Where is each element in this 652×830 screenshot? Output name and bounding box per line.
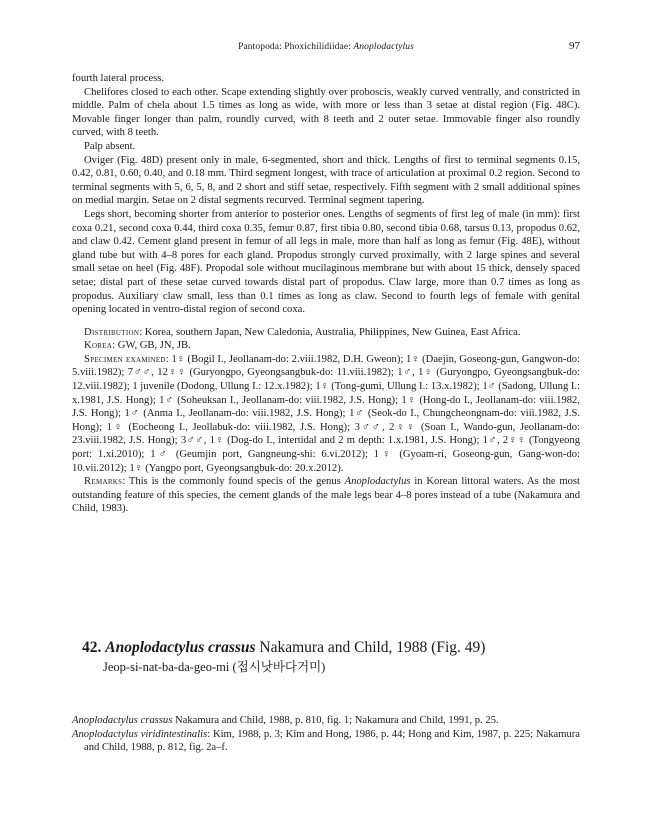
korean-common-name: Jeop-si-nat-ba-da-geo-mi (접시낫바다거미) [103,660,326,674]
section-gap [72,317,580,326]
distribution-paragraph [72,326,580,340]
running-head-prefix: Pantopoda: Phoxichilidiidae: [238,42,354,52]
remarks-text-a: : This is the commonly found specis of the genus [122,476,345,488]
running-head [72,42,580,52]
korea-paragraph [72,339,580,353]
synonymy-taxon: Anoplodactylus viridintestinalis [72,728,208,740]
page-number: 97 [569,40,580,52]
running-head-genus: Anoplodactylus [353,42,414,52]
synonymy-list [72,714,580,755]
description-paragraph: Oviger (Fig. 48D) present only in male, 6-segmented, short and thick. Lengths of first to terminal segments 0.15, 0.42, 0.81, 0.60, 0.40, and 0.18 mm. Third segment longest, with trace of articulation at proximal 0.2 region. Second to terminal segments with 5, 6, 5, 8, and 2 short and stiff setae, respectively. Fifth segment with 2 small additional spines on medial margin. Setae on 2 distal segments recurved. Terminal segment tapering. [72,154,580,207]
specimen-text: : 1♀ (Bogil I., Jeollanam-do: 2.viii.1982, D.H. Gweon); 1♀ (Daejin, Goseong-gun, Gangwon-do: 5.viii.1982); 7♂♂, 12♀♀ (Guryongpo, Gyeongsangbuk-do: 11.viii.1982); 1♂, 1♀ (Guryongpo, Gyeongsangbuk-do: 12.viii.1982); 1 juvenile (Dodong, Ullung I.: 12.x.1982); 1♀ (Tong-gumi, Ullung I.: 13.x.1982); 1♂ (Sadong, Ullung I.: x.1981, J.S. Hong); 1♂ (Soheuksan I., Jeollanam-do: viii.1982, J.S. Hong); 1♀ (Hong-do I., Jeollanam-do: viii.1982, J.S. Hong); 1♂ (Anma I., Jeollanam-do: viii.1982, J.S. Hong); 1♂ (Seok-do I., Chungcheongnam-do: viii.1982, J.S. Hong); 1♀ (Eocheong I., Jeollabuk-do: viii.1982, J.S. Hong); 3♂♂, 2♀♀ (Soan I., Wando-gun, Jeollanam-do: 23.viii.1982, J.S. Hong); 3♂♂, 1♀ (Dog-do I., intertidal and 2 m depth: 1.x.1981, J.S. Hong); 1♂, 2♀♀ (Tongyeong port: 1.xi.2010); 1♂ (Geumjin port, Gangneung-shi: 6.vi.2012); 1♀ (Gyoam-ri, Goseong-gun, Gang-won-do: 10.vii.2012); 1♀ (Yangpo port, Gyeongsangbuk-do: 20.x.2012). [72,353,581,474]
remarks-label: Remarks [84,476,123,488]
description-paragraph: Legs short, becoming shorter from anterior to posterior ones. Lengths of segments of first leg of male (in mm): first coxa 0.21, second coxa 0.44, third coxa 0.35, femur 0.87, first tibia 0.80, second tibia 0.68, tarsus 0.13, propodus 0.62, and claw 0.42. Cement gland present in femur of all legs in male, more than half as long as femur (Fig. 48E), without gland tube but with 4–8 pores for each gland. Propodus strongly curved proximally, with 2 large spines and several small setae on heel (Fig. 48F). Propodal sole without mucilaginous membrane but with about 15 thick, densely spaced setae; distal part of these setae curved towards distal part of propodus. Claw large, more than 0.7 times as long as propodus. Auxiliary claw small, less than 0.1 times as long as claw. Second to fourth legs of female with genital opening located in ventro-distal region of second coxa. [72,208,580,316]
synonymy-entry [72,728,580,755]
remarks-genus: Anoplodactylus [344,476,411,488]
synonymy-refs: : Kim, 1988, p. 3; Kim and Hong, 1986, p. 44; Hong and Kim, 1987, p. 225; Nakamura and Child, 1988, p. 812, fig. 2a–f. [84,728,580,754]
korea-label: Korea [84,340,113,352]
distribution-text: : Korea, southern Japan, New Caledonia, Australia, Philippines, New Guinea, East Africa. [139,326,521,338]
description-paragraph: fourth lateral process. [72,73,165,84]
species-number: 42. [82,639,106,656]
species-title [82,638,580,658]
synonymy-refs: Nakamura and Child, 1988, p. 810, fig. 1; Nakamura and Child, 1991, p. 25. [172,715,499,726]
synonymy-taxon: Anoplodactylus crassus [72,715,173,726]
synonymy-entry [72,714,580,728]
species-binomial: Anoplodactylus crassus [105,639,256,656]
description-paragraph: Chelifores closed to each other. Scape extending slightly over proboscis, weakly curved ventrally, and constricted in middle. Palm of chela about 1.5 times as long as wide, with more or less than 3 setae at distal region (Fig. 48C). Movable finger longer than palm, roundly curved, with 8 teeth and 2 outer setae. Immovable finger also roundly curved, with 8 teeth. [72,86,580,139]
main-text [72,72,580,516]
remarks-paragraph [72,475,580,516]
distribution-label: Distribution [84,326,140,338]
description-paragraph: Palp absent. [84,140,136,152]
specimen-paragraph [72,353,580,475]
species-authority: Nakamura and Child, 1988 (Fig. 49) [255,639,486,656]
korea-text: : GW, GB, JN, JB. [112,340,191,352]
species-heading [82,638,580,676]
specimen-label: Specimen examined [84,353,166,365]
remarks-text-b: in Korean littoral waters. As the most outstanding feature of this species, the cement glands of the male legs bear 4–8 pores instead of a tube (Nakamura and Child, 1983). [72,476,580,515]
